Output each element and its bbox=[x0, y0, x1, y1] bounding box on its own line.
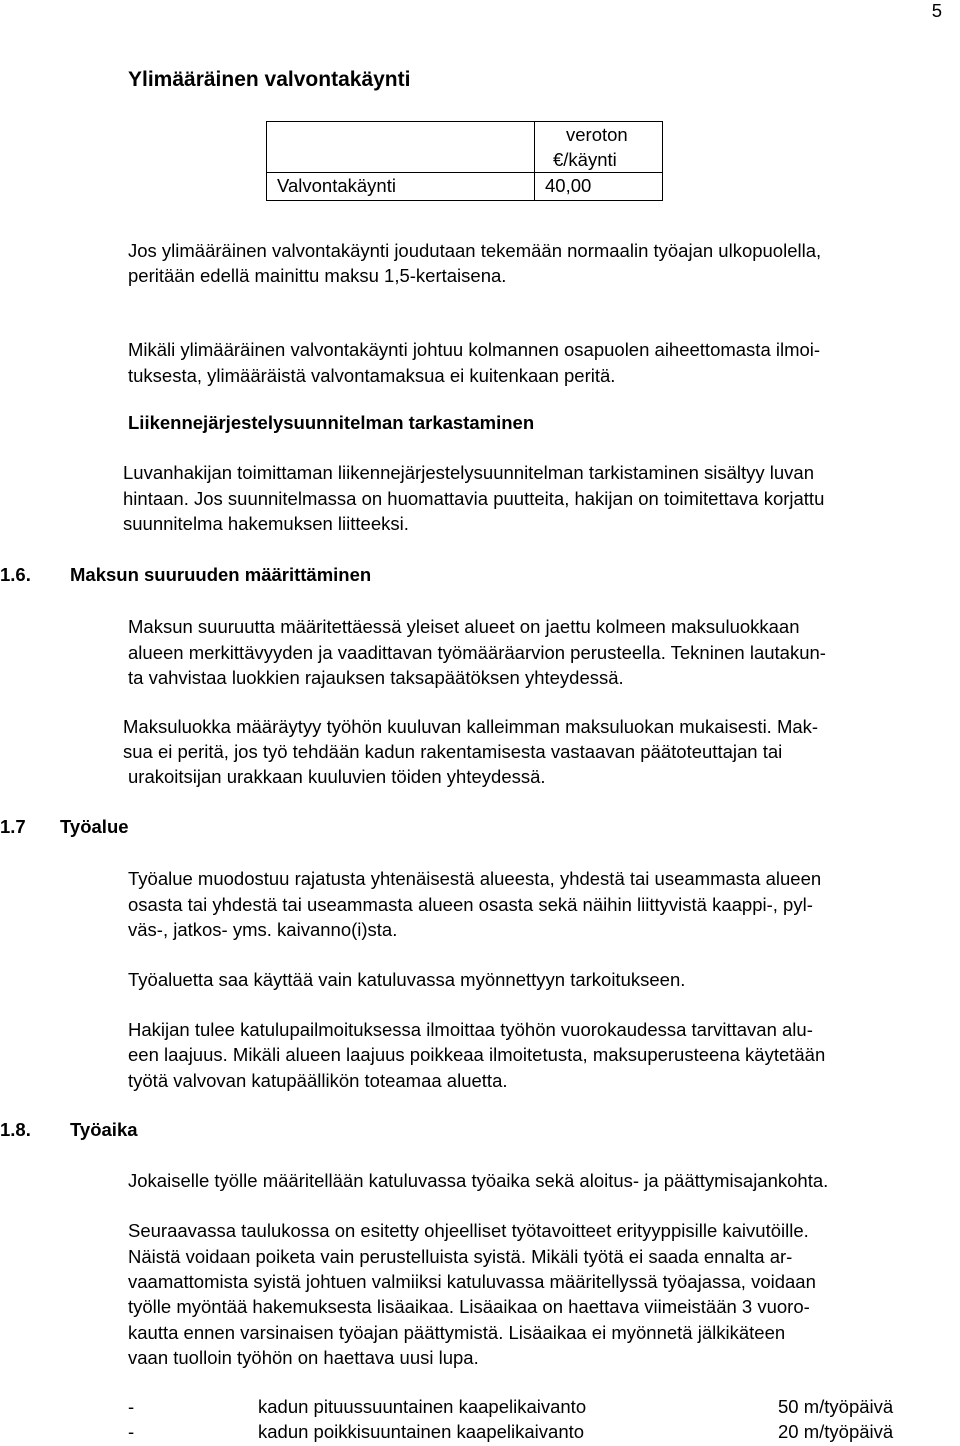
section-number-1-6: 1.6. bbox=[0, 564, 31, 585]
paragraph-line: työlle myöntää hakemuksesta lisäaikaa. Lisäaikaa on haettava viimeistään 3 vuoro- bbox=[128, 1296, 810, 1317]
paragraph-line: Maksuluokka määräytyy työhön kuuluvan kalleimman maksuluokan mukaisesti. Mak- bbox=[123, 716, 819, 737]
paragraph-line: kautta ennen varsinaisen työajan päättymistä. Lisäaikaa ei myönnetä jälkikäteen bbox=[128, 1322, 786, 1343]
paragraph-line: Työalue muodostuu rajatusta yhtenäisestä alueesta, yhdestä tai useammasta alueen bbox=[128, 868, 822, 889]
paragraph-line: suunnitelma hakemuksen liitteeksi. bbox=[123, 513, 409, 534]
page-number: 5 bbox=[931, 0, 942, 21]
table-header-line1: veroton bbox=[566, 124, 628, 145]
list-label: kadun poikkisuuntainen kaapelikaivanto bbox=[258, 1421, 585, 1442]
table-header-line2: €/käynti bbox=[553, 149, 617, 170]
paragraph-line: tuksesta, ylimääräistä valvontamaksua ei kuitenkaan peritä. bbox=[128, 365, 616, 386]
fee-table bbox=[266, 121, 663, 201]
section-title-1-8: Työaika bbox=[70, 1119, 138, 1140]
paragraph-line: hintaan. Jos suunnitelmassa on huomattavia puutteita, hakijan on toimitettava korjattu bbox=[123, 488, 825, 509]
paragraph-line: Seuraavassa taulukossa on esitetty ohjeelliset työtavoitteet erityyppisille kaivutöille. bbox=[128, 1220, 809, 1241]
table-row-label: Valvontakäynti bbox=[267, 173, 535, 201]
paragraph-line: ta vahvistaa luokkien rajauksen taksapäätöksen yhteydessä. bbox=[128, 667, 624, 688]
paragraph-line: sua ei peritä, jos työ tehdään kadun rakentamisesta vastaavan päätoteuttajan tai bbox=[123, 741, 783, 762]
table-header-row bbox=[267, 122, 663, 173]
section-number-1-7: 1.7 bbox=[0, 816, 26, 837]
paragraph-line: peritään edellä mainittu maksu 1,5-kertaisena. bbox=[128, 265, 507, 286]
paragraph-line: alueen merkittävyyden ja vaadittavan työmääräarvion perusteella. Tekninen lautakun- bbox=[128, 642, 826, 663]
section-title-1-7: Työalue bbox=[60, 816, 129, 837]
section-title-ylimaarainen: Ylimääräinen valvontakäynti bbox=[128, 68, 411, 91]
section-title-1-6: Maksun suuruuden määrittäminen bbox=[70, 564, 372, 585]
paragraph-line: Työaluetta saa käyttää vain katuluvassa myönnettyyn tarkoitukseen. bbox=[128, 969, 686, 990]
table-header-cell bbox=[535, 122, 663, 173]
paragraph-line: een laajuus. Mikäli alueen laajuus poikkeaa ilmoitetusta, maksuperusteena käytetään bbox=[128, 1044, 826, 1065]
list-dash: - bbox=[128, 1396, 135, 1417]
paragraph-line: vaan tuolloin työhön on haettava uusi lupa. bbox=[128, 1347, 479, 1368]
paragraph-line: urakoitsijan urakkaan kuuluvien töiden yhteydessä. bbox=[128, 766, 546, 787]
paragraph-line: työtä valvovan katupäällikön toteamaa aluetta. bbox=[128, 1070, 508, 1091]
paragraph-line: Mikäli ylimääräinen valvontakäynti johtuu kolmannen osapuolen aiheettomasta ilmoi- bbox=[128, 339, 821, 360]
section-number-1-8: 1.8. bbox=[0, 1119, 31, 1140]
paragraph-line: väs-, jatkos- yms. kaivanno(i)sta. bbox=[128, 919, 398, 940]
list-value: 50 m/työpäivä bbox=[778, 1396, 894, 1417]
paragraph-line: Jos ylimääräinen valvontakäynti joudutaan tekemään normaalin työajan ulkopuolella, bbox=[128, 240, 822, 261]
paragraph-line: osasta tai yhdestä tai useammasta alueen osasta sekä näihin liittyvistä kaappi-, pyl- bbox=[128, 894, 813, 915]
list-dash: - bbox=[128, 1421, 135, 1442]
paragraph-line: Maksun suuruutta määritettäessä yleiset alueet on jaettu kolmeen maksuluokkaan bbox=[128, 616, 800, 637]
paragraph-line: vaamattomista syistä johtuen valmiiksi katuluvassa määritellyssä työajassa, voidaan bbox=[128, 1271, 816, 1292]
section-title-liikenne: Liikennejärjestelysuunnitelman tarkastaminen bbox=[128, 412, 535, 433]
paragraph-line: Luvanhakijan toimittaman liikennejärjestelysuunnitelman tarkistaminen sisältyy luvan bbox=[123, 462, 815, 483]
list-label: kadun pituussuuntainen kaapelikaivanto bbox=[258, 1396, 587, 1417]
table-row-value: 40,00 bbox=[535, 173, 663, 201]
paragraph-line: Hakijan tulee katulupailmoituksessa ilmoittaa työhön vuorokaudessa tarvittavan alu- bbox=[128, 1019, 813, 1040]
paragraph-line: Näistä voidaan poiketa vain perustelluista syistä. Mikäli työtä ei saada ennalta ar- bbox=[128, 1246, 793, 1267]
table-header-empty bbox=[267, 122, 535, 173]
paragraph-line: Jokaiselle työlle määritellään katuluvassa työaika sekä aloitus- ja päättymisajankohta. bbox=[128, 1170, 829, 1191]
table-row bbox=[267, 173, 663, 201]
list-value: 20 m/työpäivä bbox=[778, 1421, 894, 1442]
